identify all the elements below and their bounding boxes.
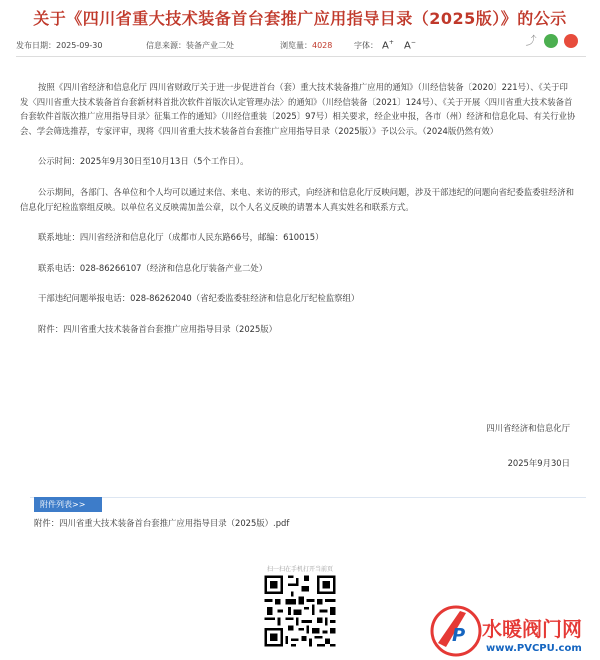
font-decrease-glyph: A — [404, 40, 411, 52]
weibo-icon[interactable] — [564, 34, 578, 48]
source-label: 信息来源： — [146, 40, 186, 50]
watermark — [430, 603, 600, 660]
signature-date: 2025年9月30日 — [507, 458, 570, 468]
attachment-list-tab[interactable]: 附件列表>> — [34, 497, 102, 512]
font-increase-button[interactable]: A+ — [382, 38, 394, 52]
view-count — [280, 40, 354, 51]
attachment-divider — [30, 497, 586, 498]
views-value: 4028 — [312, 40, 333, 50]
contact-phone: 联系电话：028-86266107（经济和信息化厅装备产业二处） — [38, 262, 268, 273]
contact-address: 联系地址：四川省经济和信息化厅（成都市人民东路66号，邮编：610015） — [38, 232, 324, 243]
views-label: 浏览量： — [280, 40, 312, 50]
source-value: 装备产业二处 — [186, 40, 234, 50]
share-icon[interactable]: ⤴ — [525, 34, 537, 47]
watermark-brand: 水暖阀门网 — [482, 617, 582, 641]
page-title: 关于《四川省重大技术装备首台套推广应用指导目录（2025版）》的公示 — [33, 9, 567, 28]
paragraph-period: 公示时间：2025年9月30日至10月13日（5个工作日）。 — [38, 156, 249, 167]
article-meta — [16, 36, 586, 54]
watermark-url: www.PVCPU.com — [486, 643, 582, 654]
pvcpu-logo-icon — [430, 603, 482, 657]
source — [146, 40, 280, 51]
attachment-file-link[interactable]: 附件：四川省重大技术装备首台套推广应用指导目录（2025版）.pdf — [34, 518, 290, 528]
font-increase-glyph: A — [382, 40, 389, 52]
qr-caption: 扫一扫在手机打开当前页 — [266, 566, 333, 573]
article-body — [20, 80, 576, 337]
share-bar — [524, 34, 578, 48]
font-size-label: 字体： — [354, 40, 378, 50]
signature-org: 四川省经济和信息化厅 — [486, 423, 570, 433]
report-phone: 干部违纪问题举报电话：028-86262040（省纪委监委驻经济和信息化厅纪检监察组） — [38, 293, 360, 304]
qr-code-icon — [262, 573, 338, 649]
font-decrease-button[interactable]: A− — [404, 38, 416, 52]
meta-divider — [16, 56, 586, 57]
svg-text:P: P — [452, 625, 466, 646]
wechat-icon[interactable] — [544, 34, 558, 48]
publish-date: 发布日期：2025-09-30 — [16, 40, 103, 50]
paragraph-basis: 按照《四川省经济和信息化厅 四川省财政厅关于进一步促进首台（套）重大技术装备推广应用的通知》（川经信装备〔2020〕221号）、《关于印发〈四川省重大技术装备首台套新材料首批次软件首版次认定管理办法〉的通知》（川经信装备〔2021〕124号）、《关于开展〈四川省重大技术装备首台套软件首版次推广应用指导目录〉征集工作的通知》（川经信重装〔2025〕97号）相关要求，经企业申报，各市（州）经济和信息化局、有关行业协会、学会筛选推荐，专家评审，现将《四川省重大技术装备首台套推广应用指导目录（2025版）》予以公示。（2024版仍然有效） — [20, 82, 576, 136]
attachment-note: 附件：四川省重大技术装备首台套推广应用指导目录（2025版） — [38, 323, 278, 334]
paragraph-feedback: 公示期间，各部门、各单位和个人均可以通过来信、来电、来访的形式，向经济和信息化厅反映问题，涉及干部违纪的问题向省纪委监委驻经济和信息化厅纪检监察组反映。以单位名义反映需加盖公章，以个人名义反映的请署本人真实姓名和联系方式。 — [20, 186, 574, 212]
